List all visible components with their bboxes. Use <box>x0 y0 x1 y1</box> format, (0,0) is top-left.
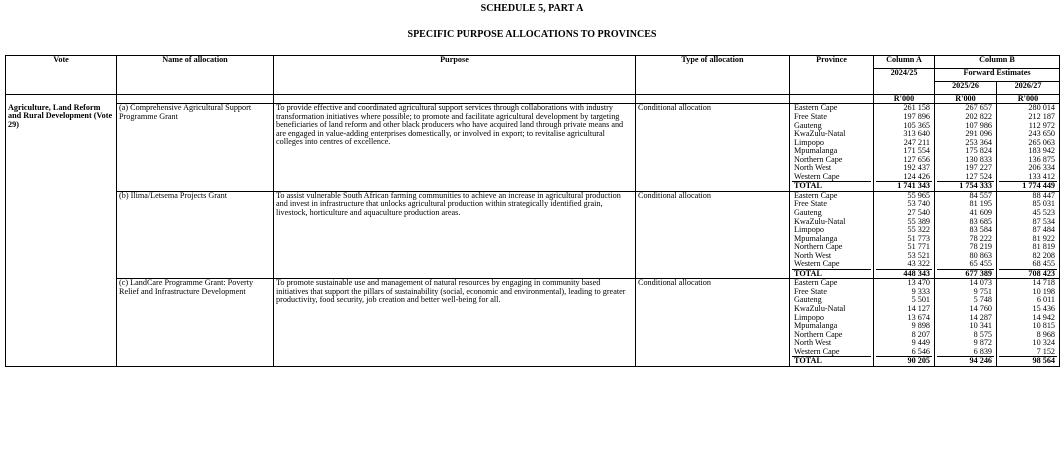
amount-value: 291 096 <box>965 129 992 139</box>
year2-values <box>935 104 997 191</box>
province-name: Mpumalanga <box>794 146 838 156</box>
year1-values <box>874 279 935 366</box>
schedule-title: SCHEDULE 5, PART A <box>480 3 584 14</box>
province-name: Eastern Cape <box>794 103 838 113</box>
total-value: 448 343 <box>876 269 932 279</box>
amount-value: 6 011 <box>1036 295 1055 305</box>
allocation-body <box>6 95 1060 367</box>
total-label: TOTAL <box>792 181 871 191</box>
province-name: Free State <box>794 199 827 209</box>
year1-values <box>874 191 935 278</box>
total-value: 1 774 449 <box>999 181 1057 191</box>
amount-value: 85 031 <box>1032 199 1055 209</box>
province-name: Limpopo <box>794 137 825 147</box>
province-list <box>790 279 874 366</box>
amount-value: 14 718 <box>1032 278 1055 288</box>
province-name: Gauteng <box>794 295 822 305</box>
amount-value: 15 436 <box>1032 303 1055 313</box>
unit-label: R'000 <box>997 95 1060 104</box>
amount-value: 5 748 <box>973 295 992 305</box>
unit-label: R'000 <box>874 95 935 104</box>
amount-value: 202 822 <box>965 111 992 121</box>
amount-value: 9 333 <box>911 286 930 296</box>
amount-value: 313 640 <box>903 129 930 139</box>
total-value: 1 741 343 <box>876 181 932 191</box>
province-name: Gauteng <box>794 120 822 130</box>
total-value: 94 246 <box>937 356 994 366</box>
amount-value: 183 942 <box>1028 146 1055 156</box>
amount-value: 5 501 <box>911 295 930 305</box>
province-name: Western Cape <box>794 171 840 181</box>
amount-value: 127 524 <box>965 171 992 181</box>
header-vote: Vote <box>6 56 117 95</box>
amount-value: 124 426 <box>903 171 930 181</box>
amount-value: 43 322 <box>907 259 930 269</box>
amount-value: 133 412 <box>1028 171 1055 181</box>
vote-name: Agriculture, Land Reform and Rural Development (Vote 29) <box>6 104 117 191</box>
allocation-purpose: To provide effective and coordinated agricultural support services through collaborations with industry transformation initiatives where possible; to promote and facilitate agricultural development by targeting beneficiaries of land reform and other black producers who have acquired land through private means and are engaged in value-adding enterprises domestically, or involved in export; to revitalise agricultural colleges into centres of excellence. <box>274 104 636 191</box>
amount-value: 78 222 <box>969 233 992 243</box>
amount-value: 53 521 <box>907 250 930 260</box>
header-year-2024: 2024/25 <box>874 69 935 95</box>
amount-value: 14 073 <box>969 278 992 288</box>
amount-value: 80 863 <box>969 250 992 260</box>
amount-value: 87 484 <box>1032 225 1055 235</box>
amount-value: 9 898 <box>911 321 930 331</box>
amount-value: 212 187 <box>1028 111 1055 121</box>
year1-values <box>874 104 935 191</box>
amount-value: 55 389 <box>907 216 930 226</box>
province-name: KwaZulu-Natal <box>794 129 846 139</box>
unit-row <box>6 95 1060 104</box>
allocation-table <box>5 55 1060 367</box>
province-name: Free State <box>794 111 827 121</box>
allocation-name: (a) Comprehensive Agricultural Support Programme Grant <box>117 104 274 191</box>
vote-name <box>6 191 117 278</box>
allocation-row <box>6 279 1060 366</box>
total-value: 90 205 <box>876 356 932 366</box>
amount-value: 14 942 <box>1032 312 1055 322</box>
amount-value: 10 815 <box>1032 321 1055 331</box>
amount-value: 9 872 <box>973 338 992 348</box>
amount-value: 81 195 <box>969 199 992 209</box>
allocation-row <box>6 191 1060 278</box>
amount-value: 51 771 <box>907 242 930 252</box>
allocation-type: Conditional allocation <box>636 191 790 278</box>
amount-value: 14 760 <box>969 303 992 313</box>
year3-values <box>997 191 1060 278</box>
allocation-name: (b) Ilima/Letsema Projects Grant <box>117 191 274 278</box>
amount-value: 267 657 <box>965 103 992 113</box>
header-column-a: Column A <box>874 56 935 69</box>
amount-value: 10 341 <box>969 321 992 331</box>
province-name: Western Cape <box>794 259 840 269</box>
allocation-name: (c) LandCare Programme Grant: Poverty Relief and Infrastructure Development <box>117 279 274 366</box>
amount-value: 8 968 <box>1036 329 1055 339</box>
allocation-type: Conditional allocation <box>636 279 790 366</box>
amount-value: 8 207 <box>911 329 930 339</box>
amount-value: 55 965 <box>907 191 930 200</box>
amount-value: 112 972 <box>1028 120 1055 130</box>
amount-value: 41 609 <box>969 207 992 217</box>
amount-value: 13 470 <box>907 278 930 288</box>
amount-value: 65 455 <box>969 259 992 269</box>
province-name: North West <box>794 163 832 173</box>
amount-value: 171 554 <box>903 146 930 156</box>
amount-value: 51 773 <box>907 233 930 243</box>
unit-label: R'000 <box>935 95 997 104</box>
amount-value: 105 365 <box>903 120 930 130</box>
amount-value: 88 447 <box>1032 191 1055 200</box>
amount-value: 253 364 <box>965 137 992 147</box>
header-forward-estimates: Forward Estimates <box>935 69 1060 82</box>
amount-value: 7 152 <box>1036 346 1055 356</box>
amount-value: 10 324 <box>1032 338 1055 348</box>
amount-value: 8 575 <box>973 329 992 339</box>
header-year-2025: 2025/26 <box>935 82 997 95</box>
allocation-type: Conditional allocation <box>636 104 790 191</box>
header-column-b: Column B <box>935 56 1060 69</box>
header-province: Province <box>790 56 874 95</box>
province-name: Western Cape <box>794 346 840 356</box>
amount-value: 107 986 <box>965 120 992 130</box>
amount-value: 53 740 <box>907 199 930 209</box>
amount-value: 192 437 <box>903 163 930 173</box>
province-name: North West <box>794 250 832 260</box>
amount-value: 14 127 <box>907 303 930 313</box>
province-name: North West <box>794 338 832 348</box>
amount-value: 81 922 <box>1032 233 1055 243</box>
amount-value: 81 819 <box>1032 242 1055 252</box>
year3-values <box>997 279 1060 366</box>
province-name: Free State <box>794 286 827 296</box>
province-name: Limpopo <box>794 225 825 235</box>
amount-value: 68 455 <box>1032 259 1055 269</box>
amount-value: 82 208 <box>1032 250 1055 260</box>
amount-value: 84 557 <box>969 191 992 200</box>
amount-value: 6 839 <box>973 346 992 356</box>
amount-value: 197 227 <box>965 163 992 173</box>
amount-value: 9 449 <box>911 338 930 348</box>
header-type: Type of allocation <box>636 56 790 95</box>
amount-value: 197 896 <box>903 111 930 121</box>
province-name: KwaZulu-Natal <box>794 216 846 226</box>
amount-value: 130 833 <box>965 154 992 164</box>
province-name: Gauteng <box>794 207 822 217</box>
total-label: TOTAL <box>792 269 871 279</box>
amount-value: 55 322 <box>907 225 930 235</box>
total-value: 677 389 <box>937 269 994 279</box>
province-name: Eastern Cape <box>794 278 838 288</box>
total-label: TOTAL <box>792 356 871 366</box>
amount-value: 83 584 <box>969 225 992 235</box>
header-name: Name of allocation <box>117 56 274 95</box>
total-value: 708 423 <box>999 269 1057 279</box>
amount-value: 87 534 <box>1032 216 1055 226</box>
amount-value: 206 334 <box>1028 163 1055 173</box>
province-name: Northern Cape <box>794 154 843 164</box>
province-name: KwaZulu-Natal <box>794 303 846 313</box>
province-name: Mpumalanga <box>794 321 838 331</box>
total-value: 98 564 <box>999 356 1057 366</box>
amount-value: 13 674 <box>907 312 930 322</box>
allocation-purpose: To promote sustainable use and management of natural resources by engaging in community based initiatives that support the pillars of sustainability (social, economic and environmental), leading to greater productivity, food security, job creation and better well-being for all. <box>274 279 636 366</box>
amount-value: 27 540 <box>907 207 930 217</box>
allocation-row <box>6 104 1060 191</box>
amount-value: 83 685 <box>969 216 992 226</box>
amount-value: 136 875 <box>1028 154 1055 164</box>
amount-value: 6 546 <box>911 346 930 356</box>
amount-value: 261 158 <box>903 103 930 113</box>
schedule-subtitle: SPECIFIC PURPOSE ALLOCATIONS TO PROVINCES <box>407 29 657 40</box>
year2-values <box>935 279 997 366</box>
vote-name <box>6 279 117 366</box>
amount-value: 175 824 <box>965 146 992 156</box>
province-name: Eastern Cape <box>794 191 838 200</box>
amount-value: 45 523 <box>1032 207 1055 217</box>
province-name: Northern Cape <box>794 329 843 339</box>
province-name: Limpopo <box>794 312 825 322</box>
amount-value: 265 063 <box>1028 137 1055 147</box>
amount-value: 247 211 <box>903 137 930 147</box>
province-list <box>790 104 874 191</box>
header-year-2026: 2026/27 <box>997 82 1060 95</box>
allocation-purpose: To assist vulnerable South African farming communities to achieve an increase in agricultural production and invest in infrastructure that unlocks agricultural production within strategically identified grain, livestock, horticulture and aquaculture production areas. <box>274 191 636 278</box>
year3-values <box>997 104 1060 191</box>
amount-value: 10 198 <box>1032 286 1055 296</box>
total-value: 1 754 333 <box>937 181 994 191</box>
province-name: Northern Cape <box>794 242 843 252</box>
province-name: Mpumalanga <box>794 233 838 243</box>
amount-value: 78 219 <box>969 242 992 252</box>
amount-value: 14 287 <box>969 312 992 322</box>
amount-value: 9 751 <box>973 286 992 296</box>
header-purpose: Purpose <box>274 56 636 95</box>
amount-value: 280 014 <box>1028 103 1055 113</box>
amount-value: 127 656 <box>903 154 930 164</box>
province-list <box>790 191 874 278</box>
year2-values <box>935 191 997 278</box>
amount-value: 243 650 <box>1028 129 1055 139</box>
